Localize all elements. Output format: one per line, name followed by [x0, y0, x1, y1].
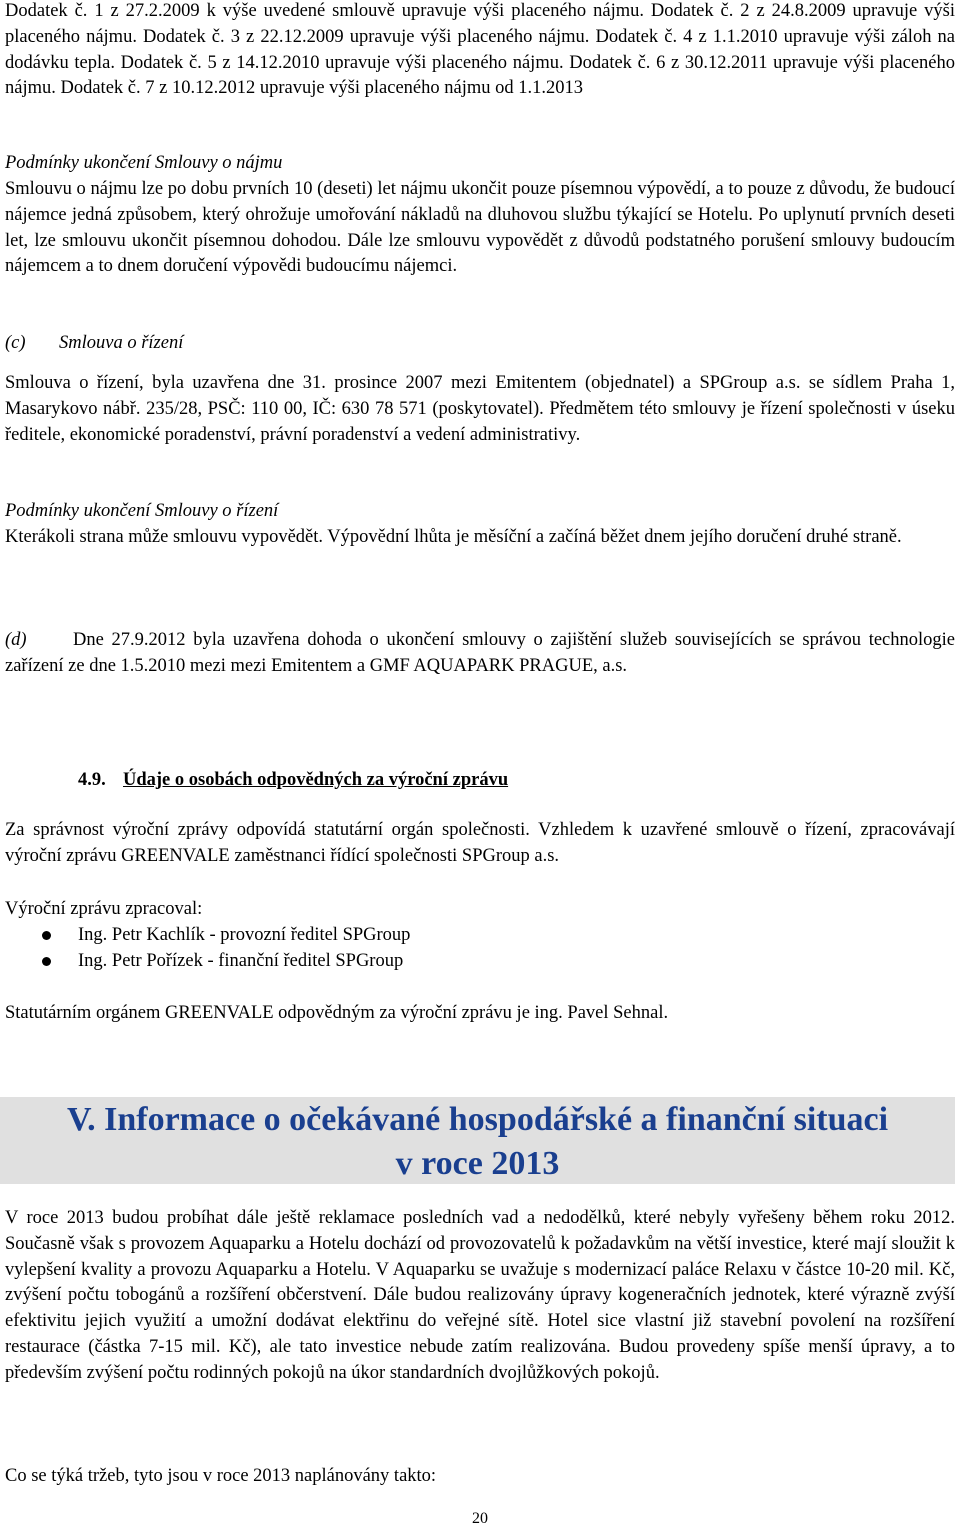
section-49-paragraph: Za správnost výroční zprávy odpovídá statutární orgán společnosti. Vzhledem k uzavřené smlouvě o řízení, zpracovávají výroční zprávu GREENVALE zaměstnanci řídící společnosti SPGroup a.s.	[5, 820, 955, 866]
section-49-number: 4.9.	[78, 770, 106, 790]
management-termination-paragraph: Kterákoli strana může smlouvu vypovědět. Výpovědní lhůta je měsíční a začíná běžet dnem jejího doručení druhé straně.	[5, 527, 902, 547]
amendments-paragraph: Dodatek č. 1 z 27.2.2009 k výše uvedené smlouvě upravuje výši placeného nájmu. Dodatek č. 2 z 24.8.2009 upravuje výši placeného nájmu. Dodatek č. 3 z 22.12.2009 upravuje výši placeného nájmu. Dodatek č. 4 z 1.1.2010 upravuje výši záloh na dodávku tepla. Dodatek č. 5 z 14.12.2010 upravuje výši placeného nájmu. Dodatek č. 6 z 30.12.2011 upravuje výši placeného nájmu. Dodatek č. 7 z 10.12.2012 upravuje výši placeného nájmu od 1.1.2013	[5, 1, 955, 99]
section-v-banner	[0, 1097, 955, 1184]
subsection-c-label: (c)	[5, 333, 26, 353]
preparers-list	[5, 922, 955, 974]
section-v-title-line2: v roce 2013	[395, 1145, 560, 1182]
section-v-title-line1: V. Informace o očekávané hospodářské a finanční situaci	[66, 1101, 889, 1138]
preparer-name: Ing. Petr Pořízek - finanční ředitel SPGroup	[78, 951, 404, 971]
section-49-heading	[5, 768, 955, 794]
section-49-title: Údaje o osobách odpovědných za výroční zprávu	[123, 770, 509, 790]
section-v-paragraph: V roce 2013 budou probíhat dále ještě reklamace posledních vad a nedodělků, které nebyly vyřešeny během roku 2012. Současně však s provozem Aquaparku a Hotelu dochází od provozovatelů k požadavkům na větší investice, které mají sloužit k vylepšení kvality a provozu Aquaparku a Hotelu. V Aquaparku se uvažuje s modernizací paláce Relaxu v částce 10-20 mil. Kč, zvýšení počtu tobogánů a rozšíření občerstvení. Dále budou realizovány úpravy kogeneračních jednotek, které výrazně zvýší efektivitu jejich využití a umožní dodávat elektřinu do veřejné sítě. Hotel sice vlastní již stavební povolení na rozšíření restaurace (částka 7-15 mil. Kč), ale tato investice nebude zatím realizována. Budou provedeny spíše menší úpravy, a to především zvýšení počtu rodinných pokojů na úkor standardních dvojlůžkových pokojů.	[5, 1208, 955, 1383]
bullet-dot-icon	[42, 957, 51, 966]
prepared-by-label: Výroční zprávu zpracoval:	[5, 899, 203, 919]
list-item	[5, 922, 955, 948]
preparer-name: Ing. Petr Kachlík - provozní ředitel SPGroup	[78, 925, 411, 945]
subsection-d-label: (d)	[5, 630, 27, 650]
subsection-c-heading	[5, 331, 955, 357]
subsection-d-paragraph	[5, 628, 955, 680]
revenue-intro-paragraph: Co se týká tržeb, tyto jsou v roce 2013 naplánovány takto:	[5, 1466, 437, 1486]
bullet-dot-icon	[42, 931, 51, 940]
management-contract-paragraph: Smlouva o řízení, byla uzavřena dne 31. prosince 2007 mezi Emitentem (objednatel) a SPGroup a.s. se sídlem Praha 1, Masarykovo nábř. 235/28, PSČ: 110 00, IČ: 630 78 571 (poskytovatel). Předmětem této smlouvy je řízení společnosti v úseku ředitele, ekonomické poradenství, právní poradenství a vedení administrativy.	[5, 373, 955, 445]
statutory-body-paragraph: Statutárním orgánem GREENVALE odpovědným za výroční zprávu je ing. Pavel Sehnal.	[5, 1003, 669, 1023]
lease-termination-paragraph: Smlouvu o nájmu lze po dobu prvních 10 (deseti) let nájmu ukončit pouze písemnou výpovědí, a to pouze z důvodu, že budoucí nájemce jedná způsobem, který ohrožuje umořování nákladů na dluhovou službu týkající se Hotelu. Po uplynutí prvních deseti let, lze smlouvu ukončit písemnou dohodou. Dále lze smlouvu vypovědět z důvodů podstatného porušení smlouvy budoucím nájemcem a to dnem doručení výpovědi budoucímu nájemci.	[5, 179, 955, 277]
management-termination-heading: Podmínky ukončení Smlouvy o řízení	[5, 501, 279, 521]
lease-termination-heading: Podmínky ukončení Smlouvy o nájmu	[5, 153, 283, 173]
subsection-d-text: Dne 27.9.2012 byla uzavřena dohoda o ukončení smlouvy o zajištění služeb souvisejících se správou technologie zařízení ze dne 1.5.2010 mezi mezi Emitentem a GMF AQUAPARK PRAGUE, a.s.	[5, 630, 955, 676]
page-number: 20	[472, 1510, 488, 1527]
subsection-c-title: Smlouva o řízení	[59, 333, 184, 353]
list-item	[5, 948, 955, 974]
